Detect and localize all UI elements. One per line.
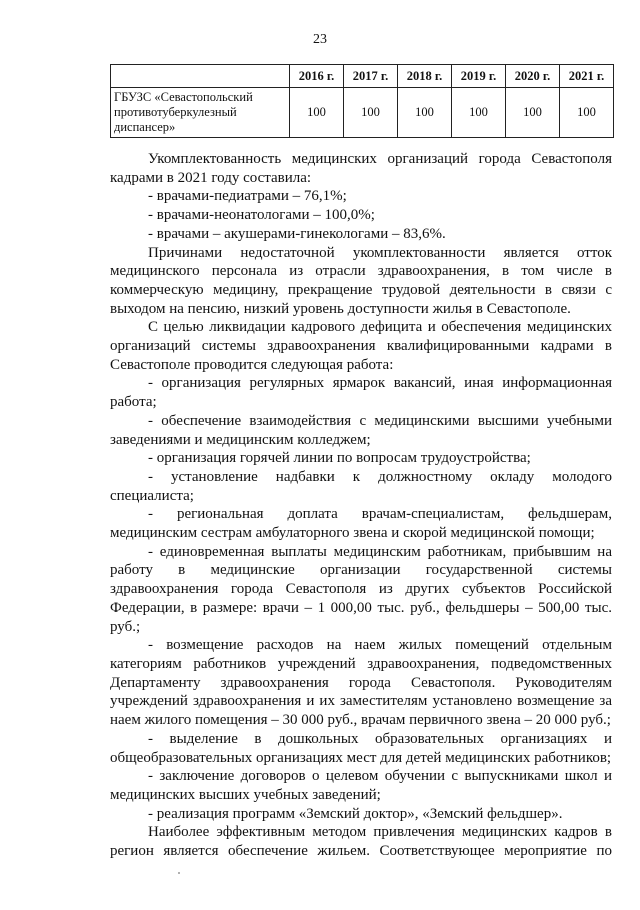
paragraph: С целью ликвидации кадрового дефицита и обеспечения медицинских организаций системы здравоохранения квалифицированными кадрами в Севастополе проводится следующая работа:	[110, 319, 612, 373]
paragraph: Наиболее эффективным методом привлечения медицинских кадров в регион является обеспечение жильем. Соответствующее мероприятие по	[110, 824, 612, 860]
table-cell-value: 100	[452, 88, 506, 138]
paragraph: - врачами-неонатологами – 100,0%;	[148, 207, 375, 224]
table-header-empty	[111, 65, 290, 88]
body-text	[110, 150, 612, 861]
paragraph: - единовременная выплаты медицинским работникам, прибывшим на работу в медицинские организации государственной системы здравоохранения города Севастополя из других субъектов Российской Федерации, в размере: врачи – 1 000,00 тыс. руб., фельдшеры – 500,00 тыс. руб.;	[110, 543, 612, 635]
table-header-year: 2016 г.	[290, 65, 344, 88]
staffing-table	[110, 64, 614, 138]
table-header-year: 2019 г.	[452, 65, 506, 88]
paragraph: - обеспечение взаимодействия с медицинскими высшими учебными заведениями и медицинским колледжем;	[110, 412, 612, 448]
paragraph: - врачами-педиатрами – 76,1%;	[148, 188, 347, 205]
paragraph: - выделение в дошкольных образовательных организациях и общеобразовательных организациях мест для детей медицинских работников;	[110, 730, 612, 766]
paragraph: Укомплектованность медицинских организаций города Севастополя кадрами в 2021 году составила:	[110, 151, 612, 186]
table-header-year: 2017 г.	[344, 65, 398, 88]
table-header-row	[111, 65, 614, 88]
table-cell-value: 100	[290, 88, 344, 138]
paragraph: - организация горячей линии по вопросам трудоустройства;	[148, 450, 531, 467]
paragraph: Причинами недостаточной укомплектованности является отток медицинского персонала из отрасли здравоохранения, в том числе в коммерческую медицину, прекращение трудовой деятельности в связи с выходом на пенсию, низкий уровень доступности жилья в Севастополе.	[110, 244, 612, 317]
table-header-year: 2020 г.	[506, 65, 560, 88]
table-header-year: 2021 г.	[560, 65, 614, 88]
paragraph: - организация регулярных ярмарок вакансий, иная информационная работа;	[110, 375, 612, 411]
table-cell-organization: ГБУЗС «Севастопольский противотуберкулезный диспансер»	[111, 88, 290, 138]
paragraph: - установление надбавки к должностному окладу молодого специалиста;	[110, 468, 612, 504]
paragraph: - возмещение расходов на наем жилых помещений отдельным категориям работников учреждений здравоохранения, подведомственных Департаменту здравоохранения города Севастополя. Руководителям учреждений здравоохранения и их заместителям установлено возмещение за наем жилого помещения – 30 000 руб., врачам первичного звена – 20 000 руб.;	[110, 637, 612, 729]
scan-dot	[178, 872, 180, 874]
page-number: 23	[313, 32, 327, 47]
table-cell-value: 100	[344, 88, 398, 138]
table-cell-value: 100	[560, 88, 614, 138]
table-header-year: 2018 г.	[398, 65, 452, 88]
paragraph: - заключение договоров о целевом обучении с выпускниками школ и медицинских высших учебных заведений;	[110, 768, 612, 803]
paragraph: - реализация программ «Земский доктор», «Земский фельдшер».	[148, 805, 563, 822]
table-cell-value: 100	[398, 88, 452, 138]
paragraph: - региональная доплата врачам-специалистам, фельдшерам, медицинским сестрам амбулаторного звена и скорой медицинской помощи;	[110, 506, 612, 542]
paragraph: - врачами – акушерами-гинекологами – 83,6%.	[148, 225, 446, 242]
table-cell-value: 100	[506, 88, 560, 138]
table-row	[111, 88, 614, 138]
